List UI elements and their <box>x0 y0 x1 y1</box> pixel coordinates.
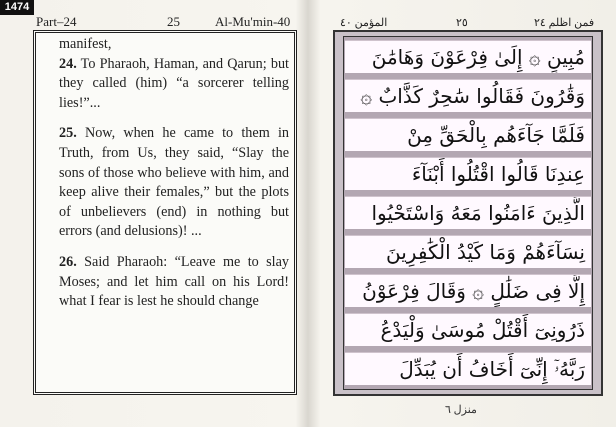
paragraph-26: 26. Said Pharaoh: “Leave me to slay Moses; and let him call on his Lord! what I fear is lest he should change <box>59 253 289 310</box>
arabic-header-page: ٢٥ <box>456 17 468 29</box>
paragraph: manifest, <box>59 36 112 52</box>
arabic-line: وَقَٰرُونَ فَقَالُوا سَٰحِرٌ كَذَّابٌ ۞ <box>345 79 591 112</box>
arabic-line: فَلَمَّا جَآءَهُم بِالْحَقِّ مِنْ <box>345 118 591 151</box>
arabic-line: مُبِينٍ ۞ إِلَىٰ فِرْعَوْنَ وَهَامَٰنَ <box>345 40 591 73</box>
header-surah: Al-Mu'min-40 <box>215 14 291 29</box>
translation-text <box>59 35 289 323</box>
arabic-line: عِندِنَا قَالُوا اقْتُلُوا أَبْنَآءَ <box>345 157 591 190</box>
arabic-line: رَبَّهُۥٓ إِنِّىٓ أَخَافُ أَن يُبَدِّلَ <box>345 352 591 385</box>
paragraph-24: 24. To Pharaoh, Haman, and Qarun; but they called (him) “a sorcerer telling lies!”... <box>59 55 289 111</box>
page-number-badge: 1474 <box>0 0 34 15</box>
arabic-line: ذَرُونِىٓ أَقْتُلْ مُوسَىٰ وَلْيَدْعُ <box>345 313 591 346</box>
arabic-line: نِسَآءَهُمْ وَمَا كَيْدُ الْكَٰفِرِينَ <box>345 235 591 268</box>
arabic-header-part: فمن اظلم ٢٤ <box>534 17 595 29</box>
arabic-line: إِلَّا فِى ضَلَٰلٍ ۞ وَقَالَ فِرْعَوْنُ <box>345 274 591 307</box>
arabic-line: الَّذِينَ ءَامَنُوا مَعَهُ وَاسْتَحْيُوا <box>345 196 591 229</box>
header-page-number: 25 <box>167 14 180 29</box>
header-part: Part–24 <box>36 14 77 29</box>
manzil-footer: منزل ٦ <box>445 404 477 416</box>
arabic-header-surah: المؤمن ٤٠ <box>340 17 388 29</box>
paragraph-25: 25. Now, when he came to them in Truth, from Us, they said, “Slay the sons of those who believe with him, and keep alive their females,” but the plots of unbelievers (end) in nothing but errors (and delusions)! ... <box>59 125 289 240</box>
